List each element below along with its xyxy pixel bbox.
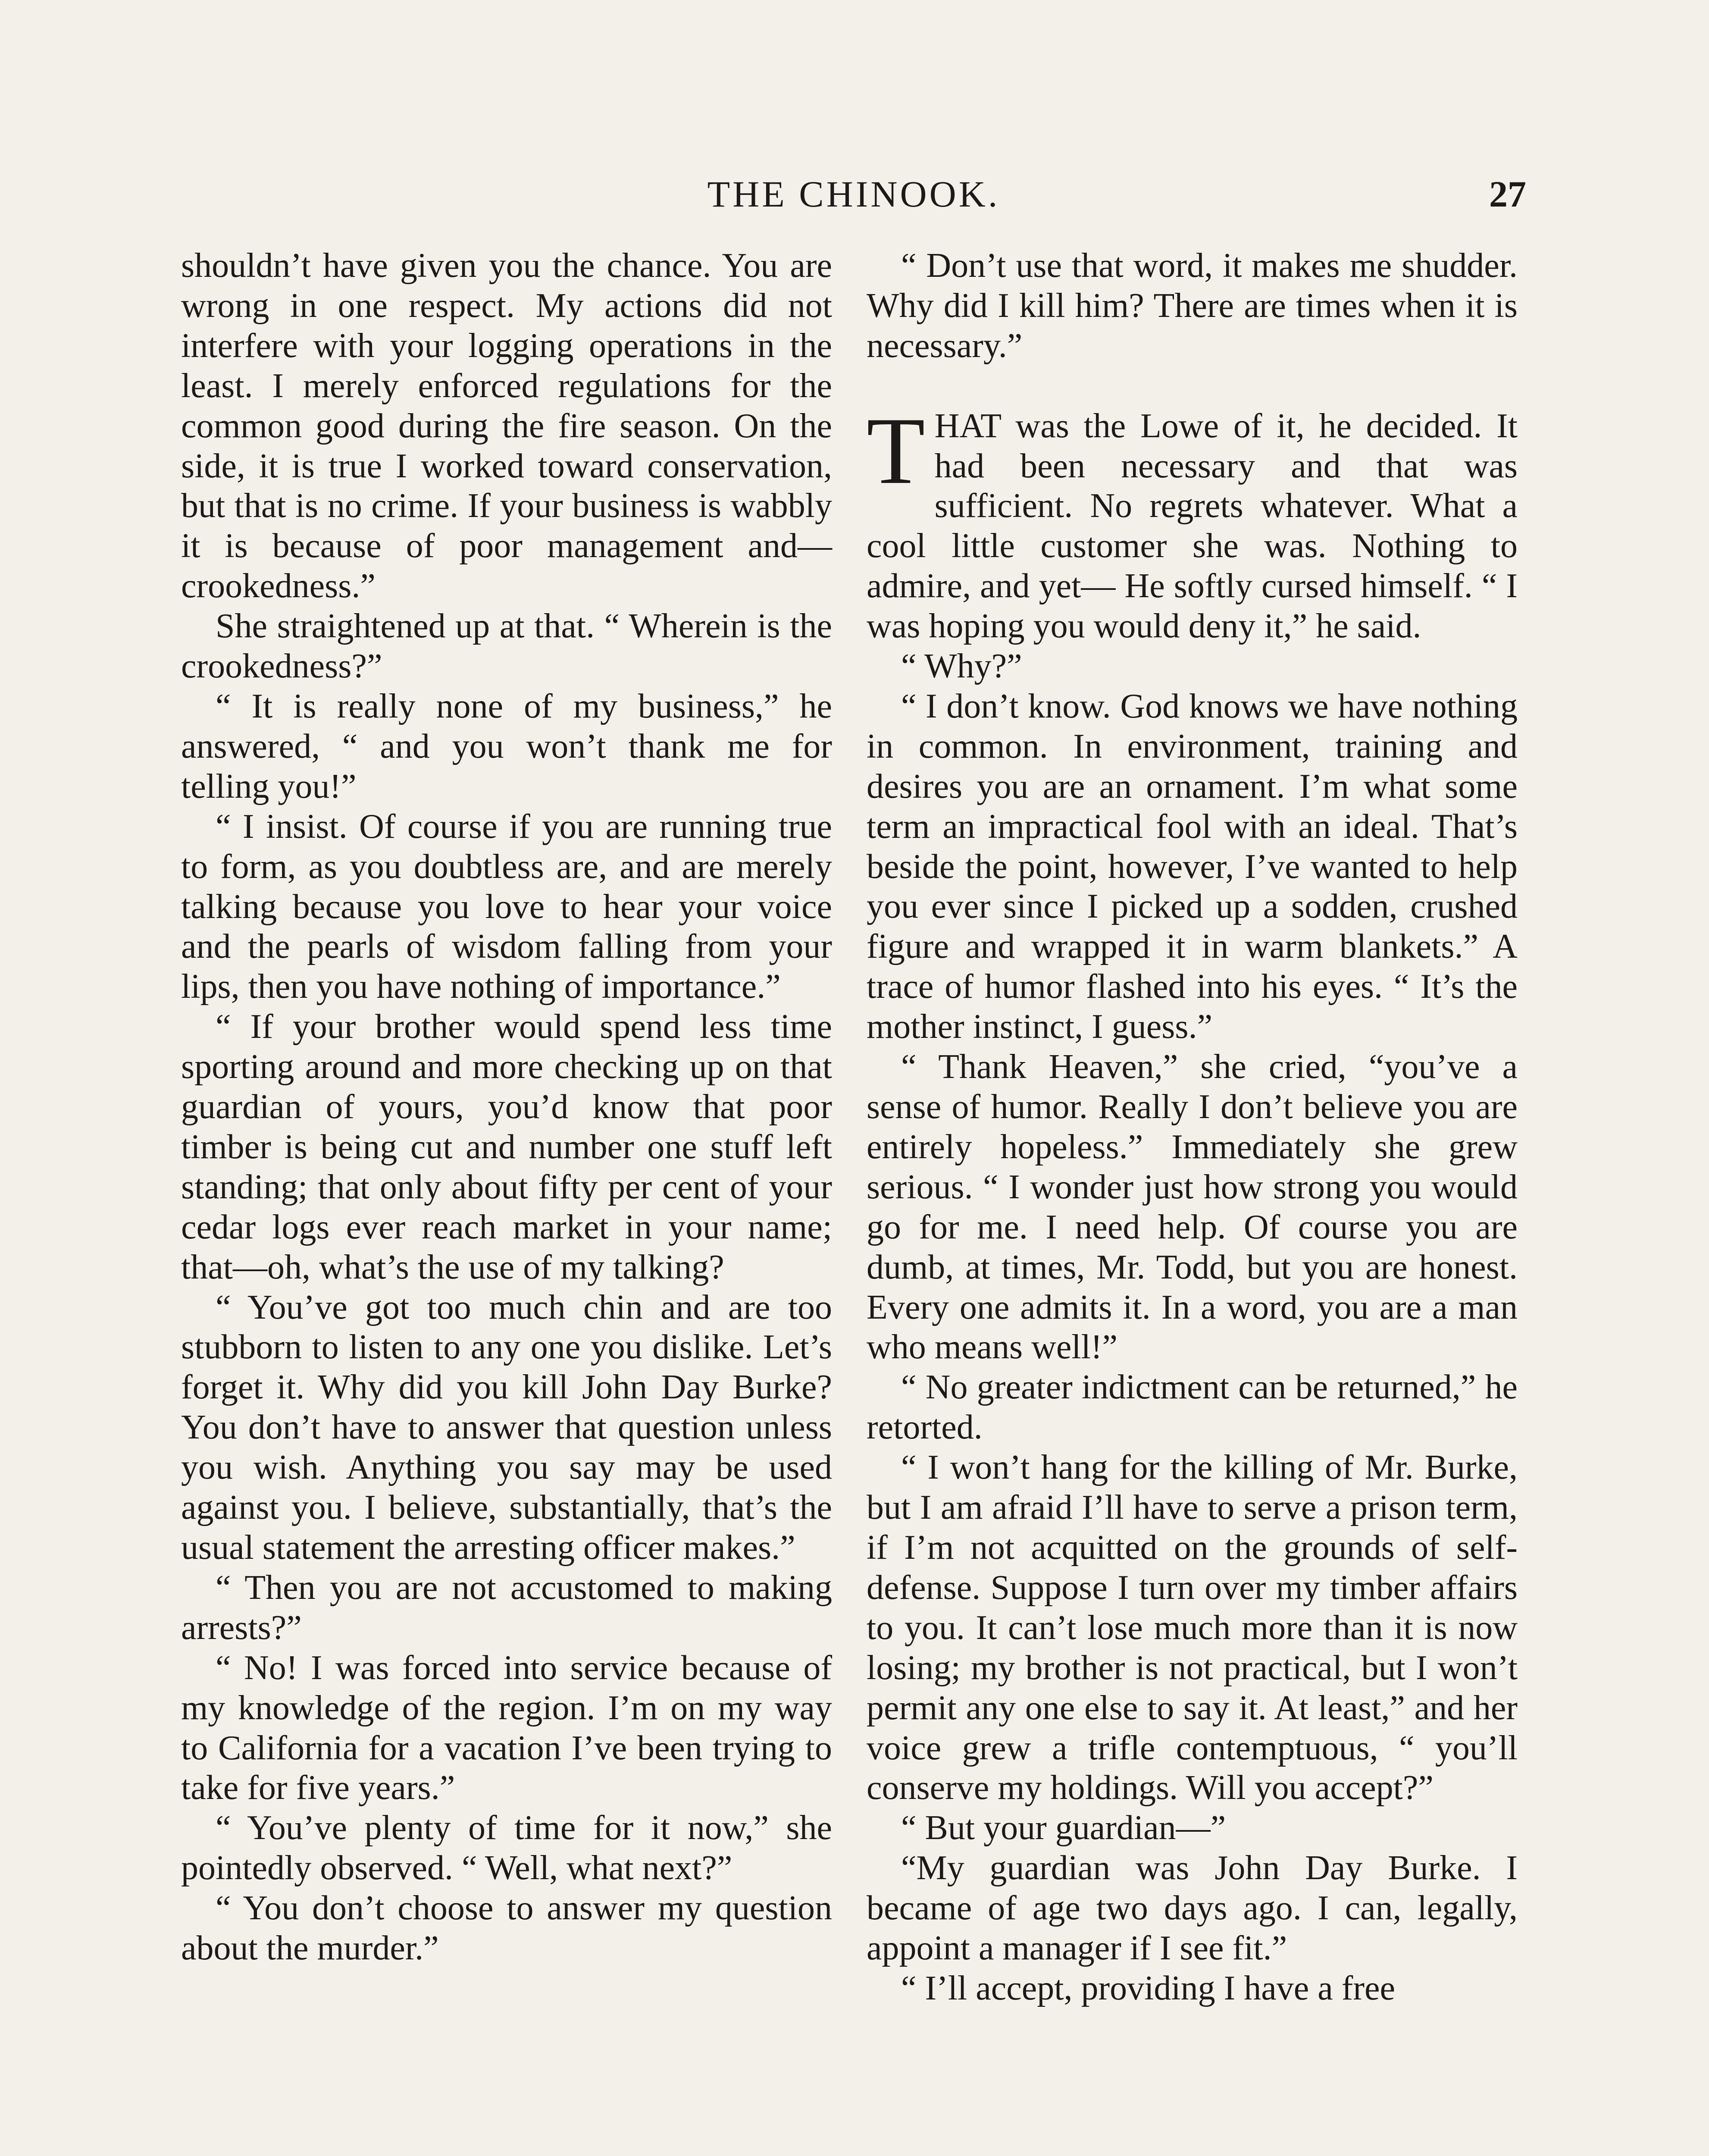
section-break [867,366,1518,406]
running-title: THE CHINOOK. [707,173,1000,215]
paragraph: “ But your guardian—” [901,1809,1226,1847]
paragraph: “ Why?” [901,647,1022,686]
paragraph: shouldn’t have given you the chance. You are wrong in one respect. My actions did not interfere with your logging operations in the least. I merely enforced regulations for the common good during the fire season. On the side, it is true I worked toward conservation, but that is no crime. If your business is wabbly it is because of poor management and—crookedness.” [181,247,832,605]
paragraph: “ I insist. Of course if you are running true to form, as you doubtless are, and are merely talking because you love to hear your voice and the pearls of wisdom falling from your lips, then you have nothing of importance.” [181,807,832,1006]
page-header [181,172,1526,220]
dropcap-paragraph-text: HAT was the Lowe of it, he decided. It had been necessary and that was sufficient. No regrets whatever. What a cool little customer she was. Nothing to admire, and yet— He softly cursed himself. “ I was hoping you would deny it,” he said. [867,407,1518,646]
right-column [867,246,1518,2009]
paragraph: “ No greater indictment can be returned,” he retorted. [867,1368,1518,1447]
paragraph: “ Thank Heaven,” she cried, “you’ve a sense of humor. Really I don’t believe you are entirely hopeless.” Immediately she grew serious. “ I wonder just how strong you would go for me. I need help. Of course you are dumb, at times, Mr. Todd, but you are honest. Every one admits it. In a word, you are a man who means well!” [867,1048,1518,1366]
paragraph: “ If your brother would spend less time sporting around and more checking up on that guardian of yours, you’d know that poor timber is being cut and number one stuff left standing; that only about fifty per cent of your cedar logs ever reach market in your name; that—oh, what’s the use of my talking? [181,1008,832,1286]
paragraph: “ No! I was forced into service because of my knowledge of the region. I’m on my way to California for a vacation I’ve been trying to take for five years.” [181,1648,832,1807]
paragraph: “ You don’t choose to answer my question about the murder.” [181,1889,832,1968]
paragraph: “ You’ve plenty of time for it now,” she pointedly observed. “ Well, what next?” [181,1809,832,1887]
drop-cap-letter: T [867,398,925,504]
left-column [181,246,832,1968]
paragraph: “My guardian was John Day Burke. I became of age two days ago. I can, legally, appoint a manager if I see fit.” [867,1849,1518,1968]
dropcap-paragraph [867,398,1518,646]
paragraph: “ I don’t know. God knows we have nothing in common. In environment, training and desires you are an ornament. I’m what some term an impractical fool with an ideal. That’s beside the point, however, I’ve wanted to help you ever since I picked up a sodden, crushed figure and wrapped it in warm blankets.” A trace of humor flashed into his eyes. “ It’s the mother instinct, I guess.” [867,687,1518,1046]
paragraph: “ You’ve got too much chin and are too stubborn to listen to any one you dislike. Let’s forget it. Why did you kill John Day Burke? You don’t have to answer that question unless you wish. Anything you say may be used against you. I believe, substantially, that’s the usual statement the arresting officer makes.” [181,1288,832,1567]
paragraph: She straightened up at that. “ Wherein is the crookedness?” [181,607,832,686]
page-number: 27 [1489,173,1526,215]
paragraph: “ I won’t hang for the killing of Mr. Burke, but I am afraid I’ll have to serve a prison term, if I’m not acquitted on the grounds of self-defense. Suppose I turn over my timber affairs to you. It can’t lose much more than it is now losing; my brother is not practical, but I won’t permit any one else to say it. At least,” and her voice grew a trifle contemptuous, “ you’ll conserve my holdings. Will you accept?” [867,1448,1518,1807]
paragraph: “ I’ll accept, providing I have a free [901,1969,1396,2007]
paragraph: “ Don’t use that word, it makes me shudder. Why did I kill him? There are times when it is necessary.” [867,247,1518,365]
paragraph: “ Then you are not accustomed to making arrests?” [181,1568,832,1647]
paragraph: “ It is really none of my business,” he answered, “ and you won’t thank me for telling you!” [181,687,832,805]
